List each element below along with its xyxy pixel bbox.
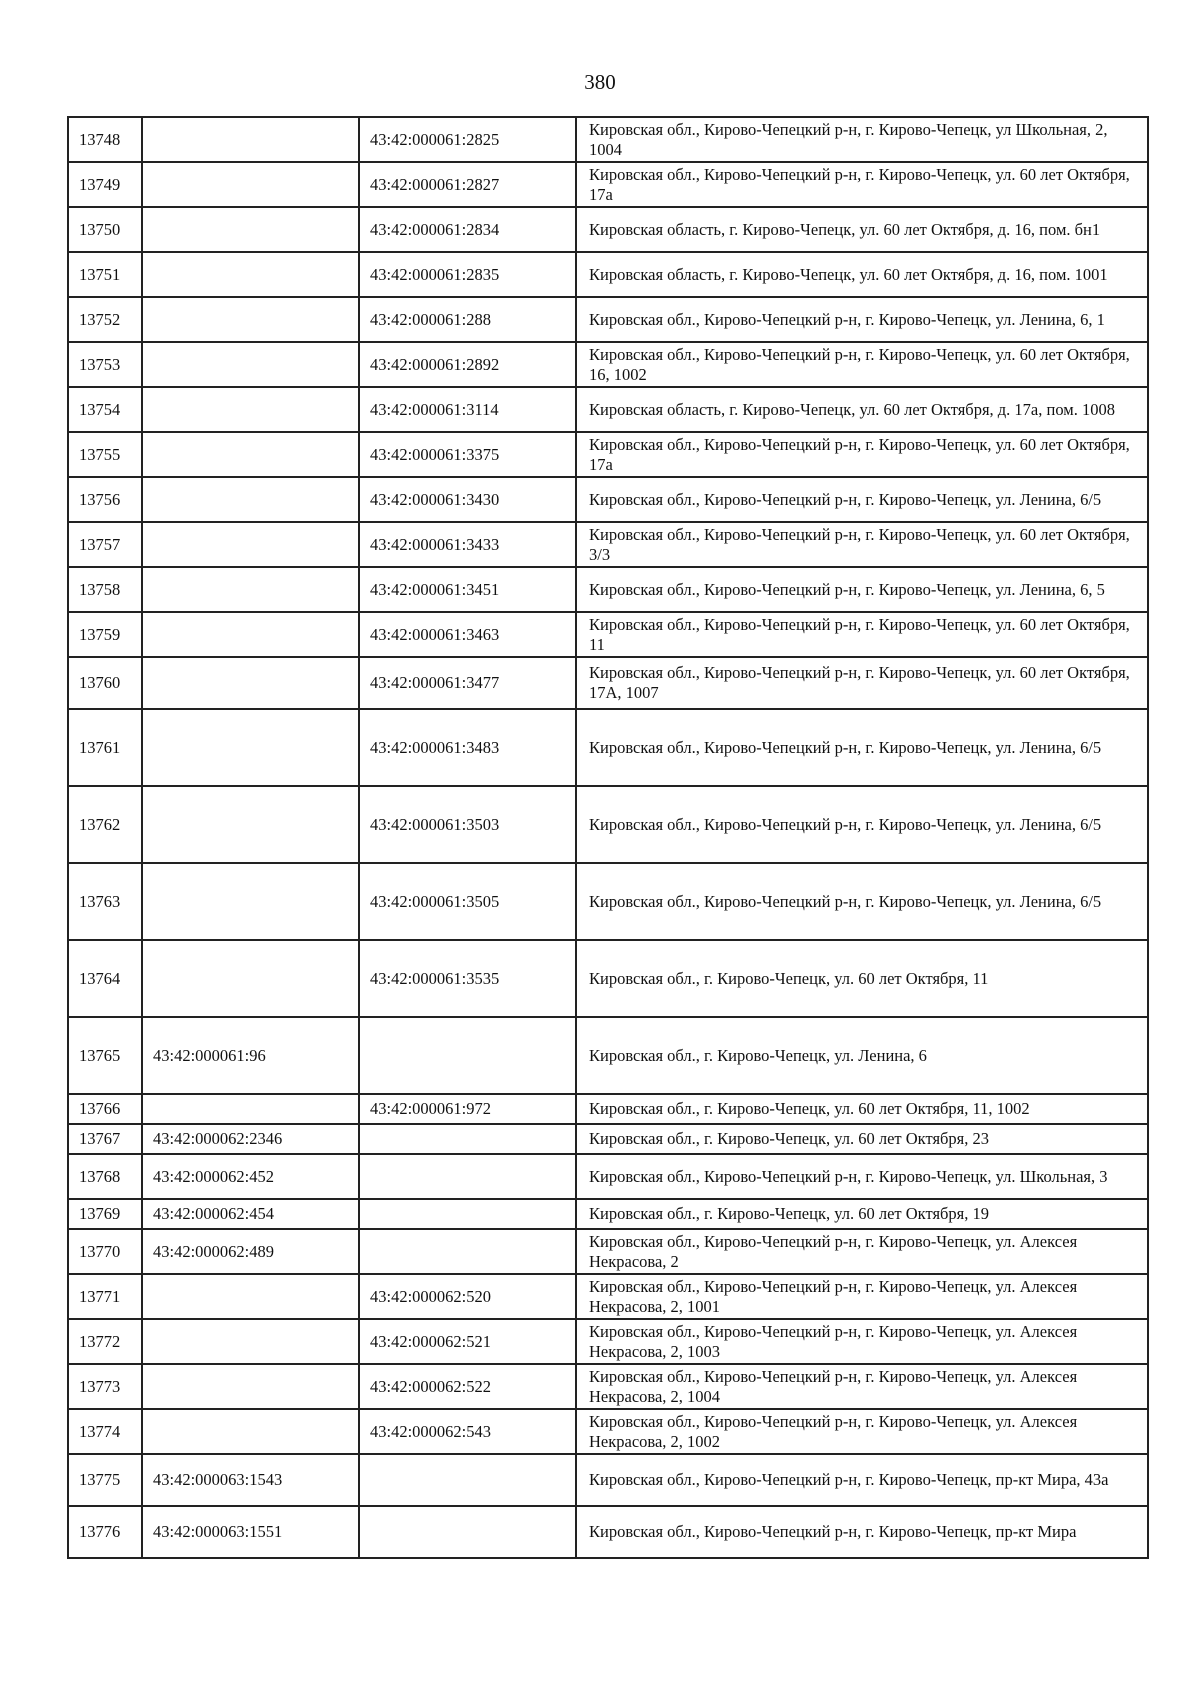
building-cadastral-number: 43:42:000061:2834 [359, 207, 576, 252]
address: Кировская обл., Кирово-Чепецкий р-н, г. Кирово-Чепецк, ул. 60 лет Октября, 3/3 [576, 522, 1148, 567]
table-row [68, 1017, 1148, 1094]
land-cadastral-number [142, 940, 359, 1017]
address: Кировская обл., Кирово-Чепецкий р-н, г. Кирово-Чепецк, пр-кт Мира, 43а [576, 1454, 1148, 1506]
building-cadastral-number: 43:42:000061:2825 [359, 117, 576, 162]
address: Кировская обл., Кирово-Чепецкий р-н, г. Кирово-Чепецк, ул. Алексея Некрасова, 2, 1002 [576, 1409, 1148, 1454]
land-cadastral-number [142, 432, 359, 477]
building-cadastral-number [359, 1017, 576, 1094]
table-row [68, 522, 1148, 567]
address: Кировская обл., Кирово-Чепецкий р-н, г. Кирово-Чепецк, ул. Алексея Некрасова, 2 [576, 1229, 1148, 1274]
table-row [68, 252, 1148, 297]
table-row [68, 477, 1148, 522]
address: Кировская обл., Кирово-Чепецкий р-н, г. Кирово-Чепецк, ул. Ленина, 6/5 [576, 709, 1148, 786]
land-cadastral-number: 43:42:000061:96 [142, 1017, 359, 1094]
table-row [68, 567, 1148, 612]
row-number: 13768 [68, 1154, 142, 1199]
row-number: 13755 [68, 432, 142, 477]
row-number: 13756 [68, 477, 142, 522]
building-cadastral-number [359, 1506, 576, 1558]
land-cadastral-number [142, 1094, 359, 1124]
table-row [68, 1094, 1148, 1124]
land-cadastral-number [142, 252, 359, 297]
building-cadastral-number: 43:42:000061:972 [359, 1094, 576, 1124]
row-number: 13775 [68, 1454, 142, 1506]
land-cadastral-number [142, 1274, 359, 1319]
land-cadastral-number: 43:42:000062:2346 [142, 1124, 359, 1154]
registry-table [67, 116, 1149, 1559]
table-row [68, 709, 1148, 786]
address: Кировская обл., г. Кирово-Чепецк, ул. 60 лет Октября, 19 [576, 1199, 1148, 1229]
table-row [68, 207, 1148, 252]
address: Кировская область, г. Кирово-Чепецк, ул. 60 лет Октября, д. 16, пом. 1001 [576, 252, 1148, 297]
row-number: 13757 [68, 522, 142, 567]
table-row [68, 1319, 1148, 1364]
table-row [68, 786, 1148, 863]
row-number: 13750 [68, 207, 142, 252]
address: Кировская область, г. Кирово-Чепецк, ул. 60 лет Октября, д. 16, пом. бн1 [576, 207, 1148, 252]
table-row [68, 162, 1148, 207]
address: Кировская обл., г. Кирово-Чепецк, ул. 60 лет Октября, 11 [576, 940, 1148, 1017]
table-row [68, 1454, 1148, 1506]
table-row [68, 1364, 1148, 1409]
land-cadastral-number: 43:42:000062:452 [142, 1154, 359, 1199]
building-cadastral-number [359, 1124, 576, 1154]
address: Кировская обл., Кирово-Чепецкий р-н, г. Кирово-Чепецк, ул. 60 лет Октября, 11 [576, 612, 1148, 657]
table-row [68, 342, 1148, 387]
land-cadastral-number: 43:42:000062:454 [142, 1199, 359, 1229]
row-number: 13748 [68, 117, 142, 162]
building-cadastral-number: 43:42:000061:2835 [359, 252, 576, 297]
land-cadastral-number [142, 207, 359, 252]
row-number: 13753 [68, 342, 142, 387]
table-row [68, 1409, 1148, 1454]
row-number: 13772 [68, 1319, 142, 1364]
row-number: 13759 [68, 612, 142, 657]
building-cadastral-number: 43:42:000061:3375 [359, 432, 576, 477]
address: Кировская обл., Кирово-Чепецкий р-н, г. Кирово-Чепецк, ул. Ленина, 6/5 [576, 477, 1148, 522]
row-number: 13773 [68, 1364, 142, 1409]
table-row [68, 612, 1148, 657]
row-number: 13762 [68, 786, 142, 863]
land-cadastral-number [142, 1319, 359, 1364]
building-cadastral-number [359, 1199, 576, 1229]
row-number: 13776 [68, 1506, 142, 1558]
row-number: 13770 [68, 1229, 142, 1274]
row-number: 13752 [68, 297, 142, 342]
building-cadastral-number: 43:42:000061:3451 [359, 567, 576, 612]
address: Кировская обл., Кирово-Чепецкий р-н, г. Кирово-Чепецк, ул. Ленина, 6/5 [576, 786, 1148, 863]
land-cadastral-number [142, 297, 359, 342]
table-row [68, 387, 1148, 432]
building-cadastral-number: 43:42:000061:3433 [359, 522, 576, 567]
land-cadastral-number: 43:42:000062:489 [142, 1229, 359, 1274]
address: Кировская обл., Кирово-Чепецкий р-н, г. Кирово-Чепецк, ул Школьная, 2, 1004 [576, 117, 1148, 162]
address: Кировская обл., Кирово-Чепецкий р-н, г. Кирово-Чепецк, ул. 60 лет Октября, 17А, 1007 [576, 657, 1148, 709]
building-cadastral-number: 43:42:000061:3477 [359, 657, 576, 709]
address: Кировская обл., Кирово-Чепецкий р-н, г. Кирово-Чепецк, ул. Ленина, 6, 1 [576, 297, 1148, 342]
land-cadastral-number: 43:42:000063:1543 [142, 1454, 359, 1506]
land-cadastral-number [142, 117, 359, 162]
address: Кировская обл., Кирово-Чепецкий р-н, г. Кирово-Чепецк, ул. Школьная, 3 [576, 1154, 1148, 1199]
land-cadastral-number [142, 477, 359, 522]
building-cadastral-number: 43:42:000062:543 [359, 1409, 576, 1454]
row-number: 13774 [68, 1409, 142, 1454]
row-number: 13766 [68, 1094, 142, 1124]
building-cadastral-number: 43:42:000061:3535 [359, 940, 576, 1017]
address: Кировская обл., г. Кирово-Чепецк, ул. Ленина, 6 [576, 1017, 1148, 1094]
row-number: 13767 [68, 1124, 142, 1154]
building-cadastral-number: 43:42:000061:2827 [359, 162, 576, 207]
address: Кировская обл., Кирово-Чепецкий р-н, г. Кирово-Чепецк, ул. Ленина, 6, 5 [576, 567, 1148, 612]
row-number: 13754 [68, 387, 142, 432]
row-number: 13758 [68, 567, 142, 612]
address: Кировская обл., Кирово-Чепецкий р-н, г. Кирово-Чепецк, ул. Алексея Некрасова, 2, 1004 [576, 1364, 1148, 1409]
row-number: 13764 [68, 940, 142, 1017]
building-cadastral-number: 43:42:000061:288 [359, 297, 576, 342]
building-cadastral-number: 43:42:000062:521 [359, 1319, 576, 1364]
row-number: 13760 [68, 657, 142, 709]
registry-table-body [68, 117, 1148, 1558]
table-row [68, 657, 1148, 709]
land-cadastral-number [142, 1409, 359, 1454]
land-cadastral-number [142, 387, 359, 432]
table-row [68, 1229, 1148, 1274]
address: Кировская обл., Кирово-Чепецкий р-н, г. Кирово-Чепецк, ул. 60 лет Октября, 16, 1002 [576, 342, 1148, 387]
address: Кировская обл., Кирово-Чепецкий р-н, г. Кирово-Чепецк, ул. 60 лет Октября, 17а [576, 162, 1148, 207]
row-number: 13751 [68, 252, 142, 297]
table-row [68, 297, 1148, 342]
land-cadastral-number [142, 657, 359, 709]
table-row [68, 1124, 1148, 1154]
building-cadastral-number: 43:42:000061:3483 [359, 709, 576, 786]
table-row [68, 1506, 1148, 1558]
address: Кировская обл., г. Кирово-Чепецк, ул. 60 лет Октября, 11, 1002 [576, 1094, 1148, 1124]
land-cadastral-number [142, 342, 359, 387]
land-cadastral-number [142, 522, 359, 567]
row-number: 13761 [68, 709, 142, 786]
land-cadastral-number [142, 1364, 359, 1409]
address: Кировская обл., Кирово-Чепецкий р-н, г. Кирово-Чепецк, ул. Алексея Некрасова, 2, 1003 [576, 1319, 1148, 1364]
row-number: 13771 [68, 1274, 142, 1319]
land-cadastral-number [142, 863, 359, 940]
table-row [68, 940, 1148, 1017]
table-row [68, 863, 1148, 940]
land-cadastral-number [142, 162, 359, 207]
building-cadastral-number: 43:42:000061:3463 [359, 612, 576, 657]
building-cadastral-number: 43:42:000061:3114 [359, 387, 576, 432]
row-number: 13769 [68, 1199, 142, 1229]
address: Кировская обл., Кирово-Чепецкий р-н, г. Кирово-Чепецк, ул. Алексея Некрасова, 2, 1001 [576, 1274, 1148, 1319]
land-cadastral-number [142, 612, 359, 657]
table-row [68, 1154, 1148, 1199]
table-row [68, 1274, 1148, 1319]
table-row [68, 432, 1148, 477]
row-number: 13763 [68, 863, 142, 940]
building-cadastral-number: 43:42:000061:3505 [359, 863, 576, 940]
table-row [68, 117, 1148, 162]
building-cadastral-number: 43:42:000061:2892 [359, 342, 576, 387]
table-row [68, 1199, 1148, 1229]
land-cadastral-number [142, 567, 359, 612]
land-cadastral-number: 43:42:000063:1551 [142, 1506, 359, 1558]
address: Кировская область, г. Кирово-Чепецк, ул. 60 лет Октября, д. 17а, пом. 1008 [576, 387, 1148, 432]
building-cadastral-number [359, 1154, 576, 1199]
page-number: 380 [584, 70, 616, 94]
address: Кировская обл., Кирово-Чепецкий р-н, г. Кирово-Чепецк, пр-кт Мира [576, 1506, 1148, 1558]
land-cadastral-number [142, 709, 359, 786]
row-number: 13749 [68, 162, 142, 207]
address: Кировская обл., Кирово-Чепецкий р-н, г. Кирово-Чепецк, ул. Ленина, 6/5 [576, 863, 1148, 940]
building-cadastral-number: 43:42:000061:3430 [359, 477, 576, 522]
address: Кировская обл., Кирово-Чепецкий р-н, г. Кирово-Чепецк, ул. 60 лет Октября, 17а [576, 432, 1148, 477]
land-cadastral-number [142, 786, 359, 863]
building-cadastral-number [359, 1454, 576, 1506]
building-cadastral-number: 43:42:000062:520 [359, 1274, 576, 1319]
building-cadastral-number: 43:42:000061:3503 [359, 786, 576, 863]
address: Кировская обл., г. Кирово-Чепецк, ул. 60 лет Октября, 23 [576, 1124, 1148, 1154]
building-cadastral-number [359, 1229, 576, 1274]
building-cadastral-number: 43:42:000062:522 [359, 1364, 576, 1409]
row-number: 13765 [68, 1017, 142, 1094]
